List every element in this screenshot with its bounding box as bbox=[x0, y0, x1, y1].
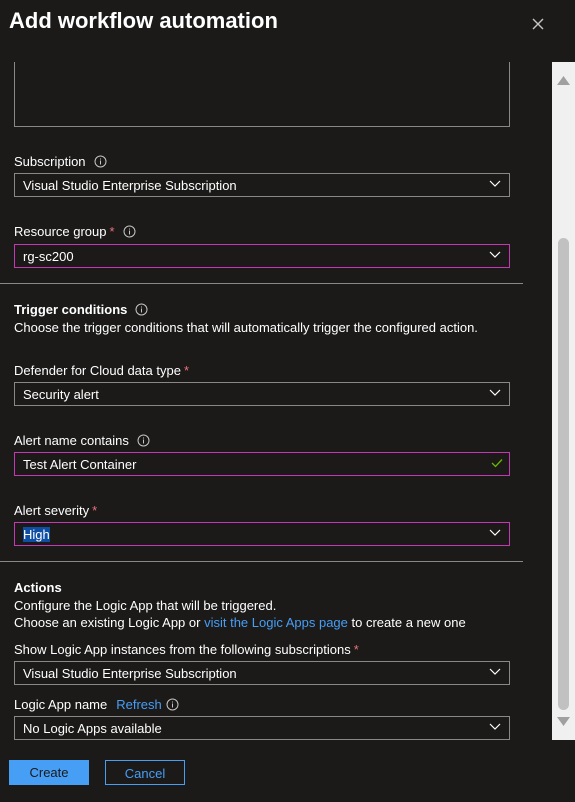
section-divider bbox=[0, 283, 523, 284]
data-type-value: Security alert bbox=[23, 387, 99, 402]
logic-app-subscriptions-dropdown[interactable] bbox=[14, 661, 510, 685]
data-type-dropdown[interactable] bbox=[14, 382, 510, 406]
panel-title: Add workflow automation bbox=[9, 8, 278, 33]
resource-group-value: rg-sc200 bbox=[23, 249, 74, 264]
section-divider bbox=[0, 561, 523, 562]
info-icon[interactable] bbox=[166, 698, 179, 714]
actions-description-link-line: Choose an existing Logic App or visit the Logic Apps page to create a new one bbox=[14, 615, 466, 630]
alert-name-label: Alert name contains bbox=[14, 433, 150, 450]
trigger-conditions-title: Trigger conditions bbox=[14, 302, 148, 319]
scrollbar-thumb[interactable] bbox=[558, 238, 569, 710]
subscription-label: Subscription bbox=[14, 154, 107, 171]
logic-app-name-dropdown[interactable] bbox=[14, 716, 510, 740]
logic-app-subscriptions-label: Show Logic App instances from the following subscriptions * bbox=[14, 642, 359, 657]
resource-group-label: Resource group * bbox=[14, 224, 136, 241]
resource-group-dropdown[interactable] bbox=[14, 244, 510, 268]
scroll-up-arrow-icon[interactable] bbox=[556, 74, 571, 86]
logic-app-subscriptions-value: Visual Studio Enterprise Subscription bbox=[23, 666, 237, 681]
vertical-scrollbar[interactable] bbox=[552, 62, 575, 740]
checkmark-icon bbox=[491, 458, 503, 468]
close-icon bbox=[528, 14, 548, 34]
subscription-value: Visual Studio Enterprise Subscription bbox=[23, 178, 237, 193]
alert-severity-value: High bbox=[23, 527, 50, 542]
chevron-down-icon bbox=[489, 251, 501, 259]
info-icon[interactable] bbox=[123, 225, 136, 241]
info-icon[interactable] bbox=[135, 303, 148, 319]
chevron-down-icon bbox=[489, 723, 501, 731]
logic-apps-page-link[interactable]: visit the Logic Apps page bbox=[204, 615, 348, 630]
description-textarea[interactable] bbox=[14, 62, 510, 127]
chevron-down-icon bbox=[489, 668, 501, 676]
chevron-down-icon bbox=[489, 389, 501, 397]
actions-title: Actions bbox=[14, 580, 62, 595]
info-icon[interactable] bbox=[94, 155, 107, 171]
refresh-link[interactable]: Refresh bbox=[116, 697, 162, 712]
trigger-conditions-description: Choose the trigger conditions that will automatically trigger the configured action. bbox=[14, 320, 478, 335]
logic-app-name-value: No Logic Apps available bbox=[23, 721, 162, 736]
logic-app-name-label: Logic App name Refresh bbox=[14, 697, 179, 714]
panel-header bbox=[0, 0, 575, 48]
alert-severity-dropdown[interactable] bbox=[14, 522, 510, 546]
chevron-down-icon bbox=[489, 529, 501, 537]
close-button[interactable] bbox=[528, 14, 548, 34]
alert-severity-label: Alert severity * bbox=[14, 503, 98, 518]
data-type-label: Defender for Cloud data type * bbox=[14, 363, 189, 378]
subscription-dropdown[interactable] bbox=[14, 173, 510, 197]
panel-footer bbox=[0, 740, 575, 802]
actions-description: Configure the Logic App that will be triggered. bbox=[14, 598, 277, 613]
cancel-button[interactable]: Cancel bbox=[105, 760, 185, 785]
scroll-down-arrow-icon[interactable] bbox=[556, 716, 571, 728]
form-scroll-area[interactable] bbox=[0, 62, 552, 740]
create-button[interactable]: Create bbox=[9, 760, 89, 785]
chevron-down-icon bbox=[489, 180, 501, 188]
alert-name-input[interactable] bbox=[14, 452, 510, 476]
alert-name-value: Test Alert Container bbox=[23, 457, 137, 472]
info-icon[interactable] bbox=[137, 434, 150, 450]
